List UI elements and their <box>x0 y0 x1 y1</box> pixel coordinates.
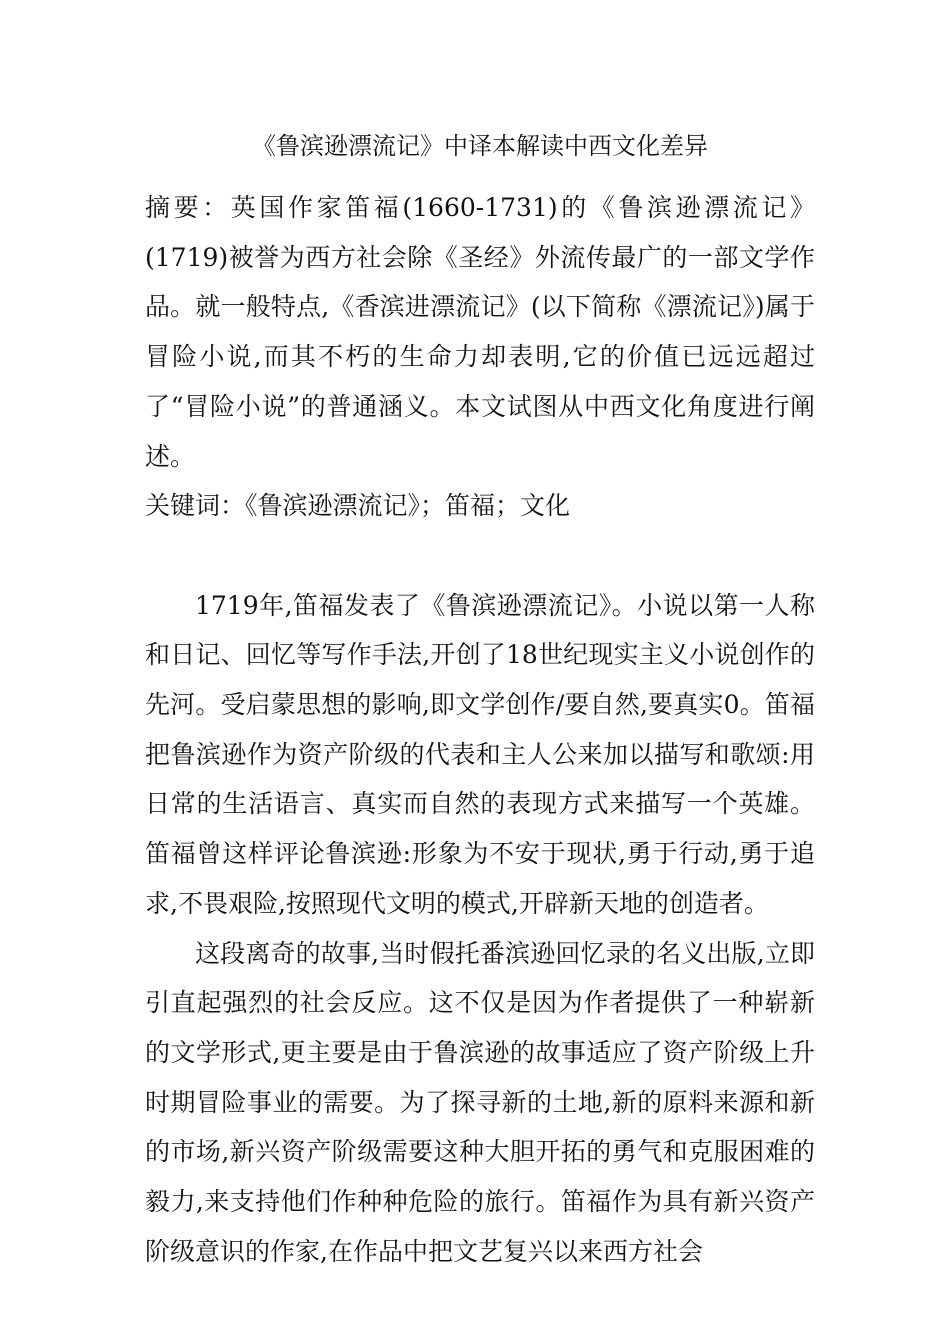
keywords-line: 关键词：《鲁滨逊漂流记》；笛福；文化 <box>145 491 571 521</box>
body-paragraph: 这段离奇的故事,当时假托番滨逊回忆录的名义出版,立即引直起强烈的社会反应。这不仅是因为作者提供了一种崭新的文学形式,更主要是由于鲁滨逊的故事适应了资产阶级上升时期冒险事业的需要。为了探寻新的土地,新的原料来源和新的市场,新兴资产阶级需要这种大胆开拓的勇气和克服困难的毅力,来支持他们作种种危险的旅行。笛福作为具有新兴资产阶级意识的作家,在作品中把文艺复兴以来西方社会 <box>145 938 815 1266</box>
document-body <box>145 183 815 1276</box>
document-title: 《鲁滨逊漂流记》中译本解读中西文化差异 <box>252 132 708 160</box>
blank-line <box>145 531 815 581</box>
body-paragraph: 1719年,笛福发表了《鲁滨逊漂流记》。小说以第一人称和日记、回忆等写作手法,开创了18世纪现实主义小说创作的先河。受启蒙思想的影响,即文学创作/要自然,要真实0。笛福把鲁滨逊作为资产阶级的代表和主人公来加以描写和歌颂:用日常的生活语言、真实而自然的表现方式来描写一个英雄。笛福曾这样评论鲁滨逊:形象为不安于现状,勇于行动,勇于追求,不畏艰险,按照现代文明的模式,开辟新天地的创造者。 <box>145 590 815 918</box>
abstract-paragraph: 摘要：英国作家笛福(1660-1731)的《鲁滨逊漂流记》(1719)被誉为西方社会除《圣经》外流传最广的一部文学作品。就一般特点,《香滨进漂流记》(以下简称《漂流记》)属于冒险小说,而其不朽的生命力却表明,它的价值已远远超过了“冒险小说”的普通涵义。本文试图从中西文化角度进行阐述。 <box>145 193 815 471</box>
